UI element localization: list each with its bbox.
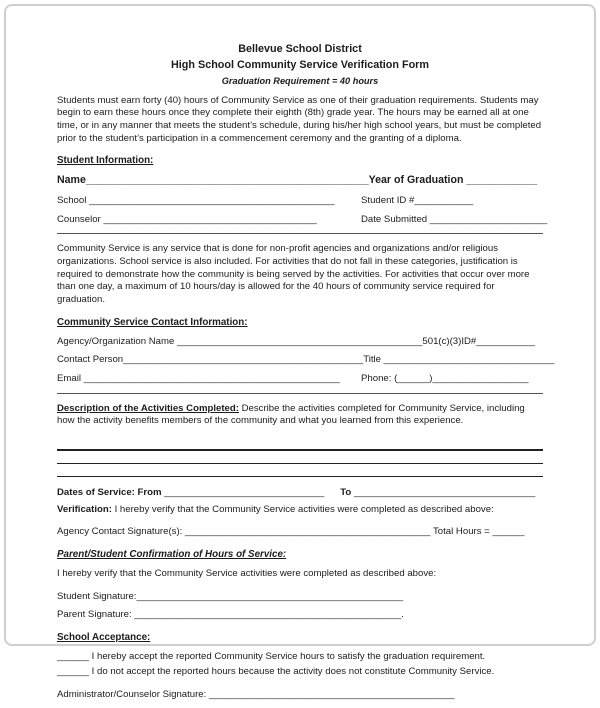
from-line: ______________________________ [164,486,325,498]
intro-paragraph: Students must earn forty (40) hours of Community Service as one of their graduation requirements. Students may begin to earn these hours once they complete their eighth (8th) grade year. The hours may be earned all at one time, or in any manner that meets the student’s schedule, during his/her high school years, but must be completed prior to the student’s participation in a commencement ceremony and the granting of a diploma. [57,94,542,144]
parent-confirmation-text: I hereby verify that the Community Service activities were completed as described above: [57,567,437,579]
irs-id-field: 501(c)(3)ID#___________ [422,335,535,347]
verification-text: I hereby verify that the Community Service activities were completed as described above: [114,503,494,515]
description-writing-line [57,438,543,451]
requirement-note: Graduation Requirement = 40 hours [221,75,379,86]
verification-label: Verification: [57,503,112,515]
date-submitted-field: Date Submitted ______________________ [361,213,548,225]
student-signature-field: Student Signature:__________________________________________________ [57,590,404,602]
counselor-field: Counselor ________________________________________ [57,213,317,225]
separator [57,393,543,394]
service-definition-paragraph: Community Service is any service that is done for non-profit agencies and organizations and/or religious organizations. School service is also included. For activities that do not fall in these categories, justification is required to demonstrate how the community is being served by the activities. For activities that occur over more than one day, a maximum of 10 hours/day is allowed for the 40 hours of community service required for graduation. [57,243,530,306]
student-signature-row [57,591,543,604]
form-page [57,42,555,708]
administrator-signature-field: Administrator/Counselor Signature: ______________________________________________ [57,689,455,701]
separator [57,233,543,234]
to-label: To [340,486,354,498]
contact-info-heading: Community Service Contact Information: [57,316,248,328]
agency-signature-row [57,526,543,539]
title-field: Title ________________________________ [363,354,555,366]
school-field: School ______________________________________________ [57,195,335,207]
to-line: __________________________________ [353,486,536,498]
dates-of-service-label: Dates of Service: From [57,486,165,498]
accept-option-line: ______ I hereby accept the reported Community Service hours to satisfy the graduation requirement. [57,650,486,662]
description-instructions: Describe the activities completed for Community Service, including how the activity benefits members of the community and what you learned from this experience. [57,402,525,427]
student-id-field: Student ID #___________ [361,195,474,207]
school-row [57,195,543,208]
email-row [57,373,543,386]
agency-row [57,336,543,349]
student-info-heading: Student Information: [57,155,154,167]
description-writing-area [57,438,543,477]
contact-person-row [57,354,555,367]
agency-signature-field: Agency Contact Signature(s): ______________________________________________ [57,526,431,538]
phone-field: Phone: (______)__________________ [361,372,529,384]
parent-signature-field: Parent Signature: __________________________________________________. [57,609,404,621]
description-writing-line [57,451,543,464]
counselor-row [57,213,548,227]
contact-person-field: Contact Person_____________________________________________ [57,354,364,366]
district-title: Bellevue School District [238,43,362,55]
description-writing-line [57,464,543,477]
name-field: Name________________________________________________ [57,174,369,187]
reject-option-line: ______ I do not accept the reported hours because the activity does not constitute Community Service. [57,666,495,678]
school-acceptance-heading: School Acceptance: [57,631,151,643]
name-row [57,174,543,188]
dates-of-service-row [57,487,543,500]
parent-signature-row [57,609,543,622]
verification-statement [57,504,543,517]
graduation-year-field: Year of Graduation ____________ [368,174,538,187]
description-heading: Description of the Activities Completed: [57,402,239,414]
parent-confirmation-heading: Parent/Student Confirmation of Hours of Service: [57,548,287,560]
form-title: High School Community Service Verification Form [171,59,429,72]
email-field: Email ________________________________________________ [57,372,340,384]
description-paragraph [57,403,543,428]
total-hours-field: Total Hours = ______ [433,526,525,538]
administrator-signature-row [57,689,543,702]
agency-name-field: Agency/Organization Name ______________________________________________ [57,335,423,347]
